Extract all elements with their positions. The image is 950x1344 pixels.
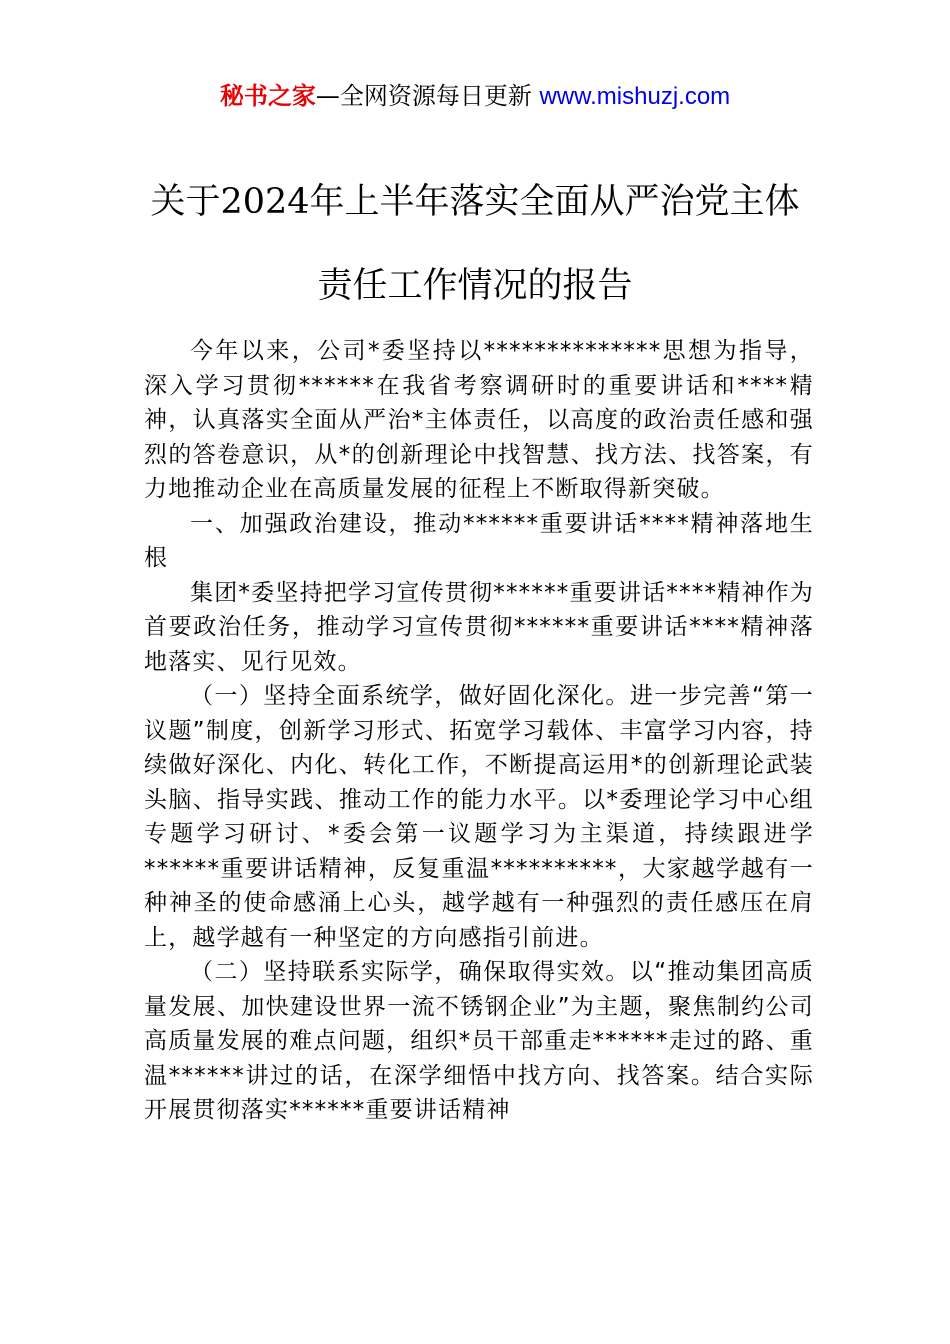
site-slogan: —全网资源每日更新 — [315, 82, 540, 110]
site-header — [0, 80, 950, 113]
paragraph-subsection-2: （二）坚持联系实际学，确保取得实效。以“推动集团高质量发展、加快建设世界一流不锈钢企业”为主题，聚焦制约公司高质量发展的难点问题，组织*员干部重走******走过的路、重温******讲过的话，在深学细悟中找方向、找答案。结合实际开展贯彻落实******重要讲话精神 — [144, 959, 814, 1123]
site-url-link[interactable]: www.mishuzj.com — [539, 83, 731, 110]
paragraph-subsection-1: （一）坚持全面系统学，做好固化深化。进一步完善“第一议题”制度，创新学习形式、拓宽学习载体、丰富学习内容，持续做好深化、内化、转化工作，不断提高运用*的创新理论武装头脑、指导实践、推动工作的能力水平。以*委理论学习中心组专题学习研讨、*委会第一议题学习为主渠道，持续跟进学******重要讲话精神，反复重温**********，大家越学越有一种神圣的使命感涌上心头，越学越有一种强烈的责任感压在肩上，越学越有一种坚定的方向感指引前进。 — [144, 683, 814, 951]
document-body — [144, 334, 814, 1128]
section-heading-1: 一、加强政治建设，推动******重要讲话****精神落地生根 — [144, 510, 814, 571]
paragraph-intro: 今年以来，公司*委坚持以**************思想为指导，深入学习贯彻******在我省考察调研时的重要讲话和****精神，认真落实全面从严治*主体责任，以高度的政治责任感和强烈的答卷意识，从*的创新理论中找智慧、找方法、找答案，有力地推动企业在高质量发展的征程上不断取得新突破。 — [144, 338, 814, 502]
title-line-1: 关于2024年上半年落实全面从严治党主体 — [150, 182, 800, 222]
paragraph-section-1-summary: 集团*委坚持把学习宣传贯彻******重要讲话****精神作为首要政治任务，推动学习宣传贯彻******重要讲话****精神落地落实、见行见效。 — [144, 579, 814, 675]
site-brand: 秘书之家 — [219, 82, 316, 110]
title-line-2: 责任工作情况的报告 — [317, 266, 633, 306]
document-title — [0, 160, 950, 328]
